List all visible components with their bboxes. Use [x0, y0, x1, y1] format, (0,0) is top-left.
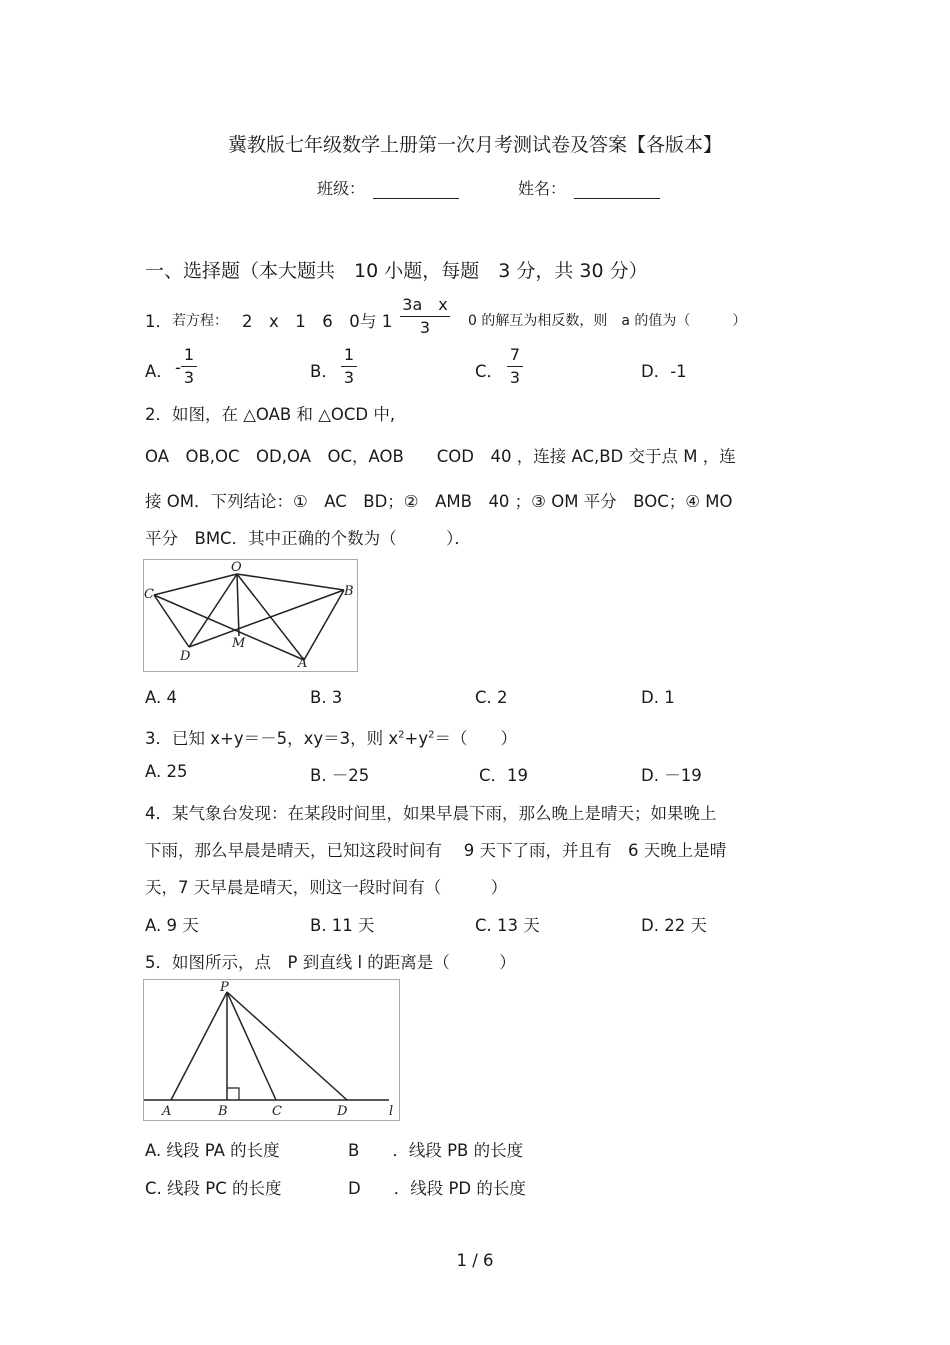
q1-opt-b-num: 1 — [343, 345, 355, 364]
q2-line1: 2．如图，在 △OAB 和 △OCD 中, — [145, 405, 396, 424]
q5-figure — [143, 979, 400, 1121]
q2-label-m: M — [232, 636, 246, 651]
q1-opt-c-frac — [507, 346, 523, 387]
q3-question — [145, 725, 517, 749]
q5-text: 5．如图所示，点 P 到直线 l 的距离是（ ） — [145, 953, 516, 972]
q4-opt-c: C. 13 天 — [475, 916, 540, 935]
q1-text-a: 若方程： — [172, 313, 228, 329]
q1-opt-b-den: 3 — [343, 368, 355, 387]
q2-label-b: B — [344, 584, 354, 599]
q4-opt-a: A. 9 天 — [145, 916, 199, 935]
q5-opt-b: B ．线段 PB 的长度 — [348, 1141, 524, 1160]
q2-line3: 接 OM．下列结论：① AC BD；② AMB 40 ；③ OM 平分 BOC；④ MO — [145, 492, 733, 511]
q5-label-p: P — [220, 980, 229, 995]
q5-label-a: A — [162, 1104, 172, 1119]
q1-fraction — [400, 296, 450, 337]
q3-opt-a: A. 25 — [145, 762, 188, 781]
q3-opt-d: D. －19 — [641, 766, 702, 785]
q1-eq1: 2 x 1 6 0 — [242, 312, 360, 331]
q1-opt-c-bar — [507, 366, 523, 367]
q1-opt-b-label: B． — [310, 362, 338, 381]
q1-opt-b-frac — [341, 346, 357, 387]
q5-label-d: D — [337, 1104, 348, 1119]
q2-opt-d: D. 1 — [641, 688, 675, 707]
q5-label-c: C — [272, 1104, 282, 1119]
name-blank — [574, 182, 660, 199]
q1-opt-d: D．-1 — [641, 362, 687, 381]
q5-opt-a: A. 线段 PA 的长度 — [145, 1141, 280, 1160]
q3-plus: +y — [404, 729, 429, 748]
q3-opt-c: C．19 — [479, 766, 529, 785]
q1-opt-a-den: 3 — [183, 368, 195, 387]
q2-label-o: O — [231, 560, 242, 575]
q1-text-b: 0 的解互为相反数，则 a 的值为（ ） — [468, 313, 747, 329]
q4-line1: 4．某气象台发现：在某段时间里，如果早晨下雨，那么晚上是晴天；如果晚上 — [145, 804, 717, 823]
q5-label-b: B — [218, 1104, 228, 1119]
q5-opt-c: C. 线段 PC 的长度 — [145, 1179, 282, 1198]
q2-figure-svg — [144, 560, 357, 671]
q4-line2: 下雨，那么早晨是晴天，已知这段时间有 9 天下了雨，并且有 6 天晚上是晴 — [145, 841, 727, 860]
page-number: 1 / 6 — [456, 1251, 494, 1270]
q2-line4: 平分 BMC．其中正确的个数为（ ）． — [145, 529, 471, 548]
name-field — [518, 176, 660, 199]
q1-opt-a-bar — [181, 366, 197, 367]
q3-sup1: 2 — [398, 729, 405, 741]
q5-figure-svg — [144, 980, 399, 1120]
q2-line2: OA OB,OC OD,OA OC，AOB COD 40 ，连接 AC,BD 交于点 M ，连 — [145, 447, 736, 466]
q1-opt-a-sign: - — [175, 358, 181, 377]
q2-figure — [143, 559, 358, 672]
q2-opt-a: A. 4 — [145, 688, 177, 707]
q5-label-l: l — [389, 1104, 394, 1119]
q1-frac-bar — [400, 316, 450, 317]
name-label: 姓名： — [518, 179, 567, 198]
q4-line3: 天，7 天早晨是晴天，则这一段时间有（ ） — [145, 878, 508, 897]
q3-tail: ＝（ ） — [434, 729, 517, 748]
q2-label-d: D — [180, 649, 191, 664]
q1-opt-a-label: A． — [145, 362, 173, 381]
q2-label-c: C — [144, 587, 154, 602]
q1-opt-c-den: 3 — [509, 368, 521, 387]
q1-opt-c-label: C． — [475, 362, 504, 381]
q3-opt-b: B. －25 — [310, 766, 370, 785]
q1-mid: 与 1 — [360, 312, 393, 331]
q1-frac-num: 3a x — [402, 295, 448, 314]
q5-opt-d: D ．线段 PD 的长度 — [348, 1179, 526, 1198]
q2-label-a: A — [298, 656, 308, 671]
q1-opt-c-num: 7 — [509, 345, 521, 364]
class-field — [317, 176, 459, 199]
q1-opt-b-bar — [341, 366, 357, 367]
q3-text: 3．已知 x+y＝－5，xy＝3，则 x — [145, 729, 399, 748]
q3-sup2: 2 — [428, 729, 435, 741]
q4-opt-d: D. 22 天 — [641, 916, 707, 935]
q2-opt-b: B. 3 — [310, 688, 343, 707]
q1-opt-a-frac — [181, 346, 197, 387]
class-blank — [373, 182, 459, 199]
q4-opt-b: B. 11 天 — [310, 916, 375, 935]
q1-number: 1． — [145, 312, 172, 331]
class-label: 班级： — [317, 179, 366, 198]
q2-opt-c: C. 2 — [475, 688, 508, 707]
section-heading: 一、选择题（本大题共 10 小题，每题 3 分，共 30 分） — [145, 260, 648, 282]
page-title: 冀教版七年级数学上册第一次月考测试卷及答案【各版本】 — [227, 134, 722, 156]
q1-frac-den: 3 — [419, 318, 431, 337]
q1-opt-a-num: 1 — [183, 345, 195, 364]
